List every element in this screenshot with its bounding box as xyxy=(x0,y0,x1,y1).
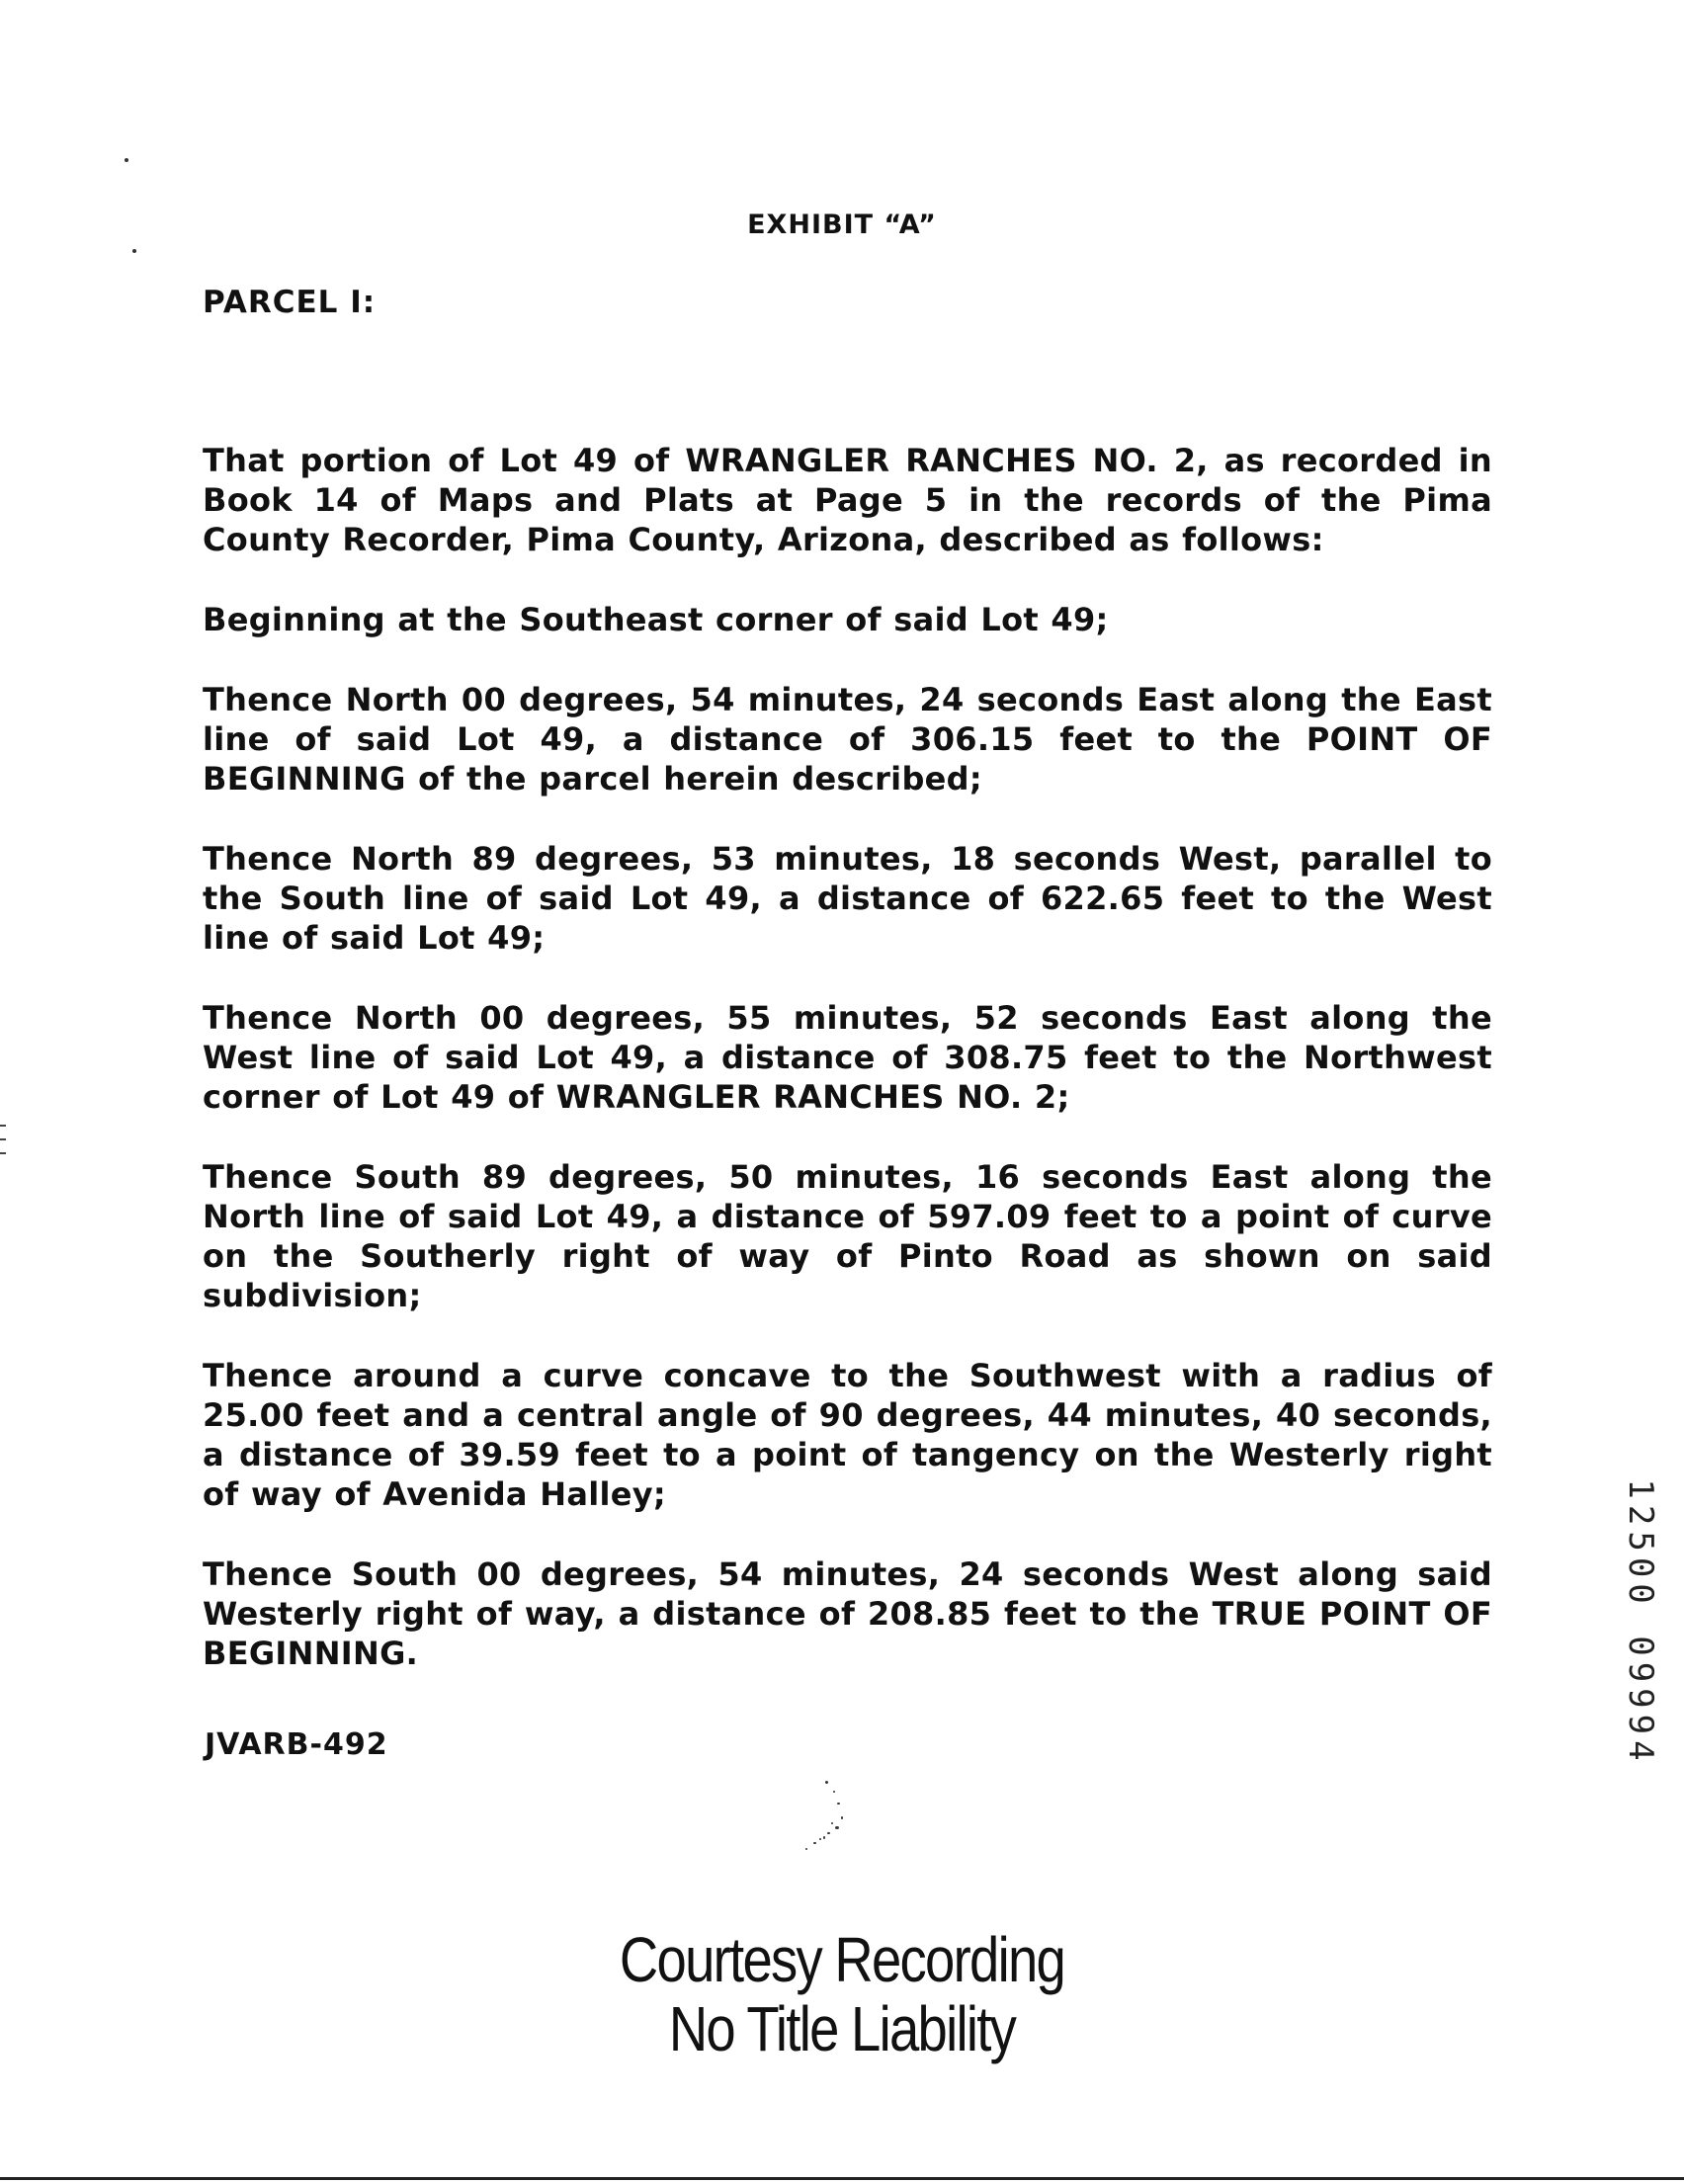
courtesy-line-2: No Title Liability xyxy=(668,1993,1016,2064)
reference-code: JVARB-492 xyxy=(205,1727,388,1762)
course-1: Thence North 00 degrees, 54 minutes, 24 seconds East along the East line of said Lot 49, a distance of 306.15 feet to the POINT OF BEGINNING of the parcel herein described; xyxy=(203,681,1492,798)
beginning-clause: Beginning at the Southeast corner of said Lot 49; xyxy=(203,601,1109,638)
course-5: Thence around a curve concave to the Southwest with a radius of 25.00 feet and a central angle of 90 degrees, 44 minutes, 40 seconds, a distance of 39.59 feet to a point of tangency on the Westerly right of way of Avenida Halley; xyxy=(203,1357,1492,1513)
scan-smudge xyxy=(796,1779,855,1858)
scan-dot xyxy=(132,249,136,253)
courtesy-recording-stamp xyxy=(126,1925,1558,2063)
course-4: Thence South 89 degrees, 50 minutes, 16 seconds East along the North line of said Lot 49, a distance of 597.09 feet to a point of curve on the Southerly right of way of Pinto Road as shown on said subdivision; xyxy=(203,1158,1492,1314)
scan-edge-mark xyxy=(0,1125,6,1127)
legal-description xyxy=(203,441,1492,1714)
recording-stamp-number: 12500 09994 xyxy=(1621,1478,1660,1767)
description-intro: That portion of Lot 49 of WRANGLER RANCHES NO. 2, as recorded in Book 14 of Maps and Plats at Page 5 in the records of the Pima County Recorder, Pima County, Arizona, described as follows: xyxy=(203,442,1492,558)
exhibit-title: EXHIBIT “A” xyxy=(747,210,937,240)
page-bottom-rule xyxy=(0,2177,1684,2180)
scan-edge-mark xyxy=(0,1138,6,1140)
parcel-heading: PARCEL I: xyxy=(203,285,377,320)
scan-edge-mark xyxy=(0,1152,6,1154)
courtesy-line-1: Courtesy Recording xyxy=(619,1924,1065,1995)
course-2: Thence North 89 degrees, 53 minutes, 18 seconds West, parallel to the South line of said Lot 49, a distance of 622.65 feet to the West line of said Lot 49; xyxy=(203,840,1492,957)
course-6: Thence South 00 degrees, 54 minutes, 24 seconds West along said Westerly right of way, a distance of 208.85 feet to the TRUE POINT OF BEGINNING. xyxy=(203,1555,1492,1672)
course-3: Thence North 00 degrees, 55 minutes, 52 seconds East along the West line of said Lot 49, a distance of 308.75 feet to the Northwest corner of Lot 49 of WRANGLER RANCHES NO. 2; xyxy=(203,999,1492,1116)
scan-dot xyxy=(125,158,128,162)
